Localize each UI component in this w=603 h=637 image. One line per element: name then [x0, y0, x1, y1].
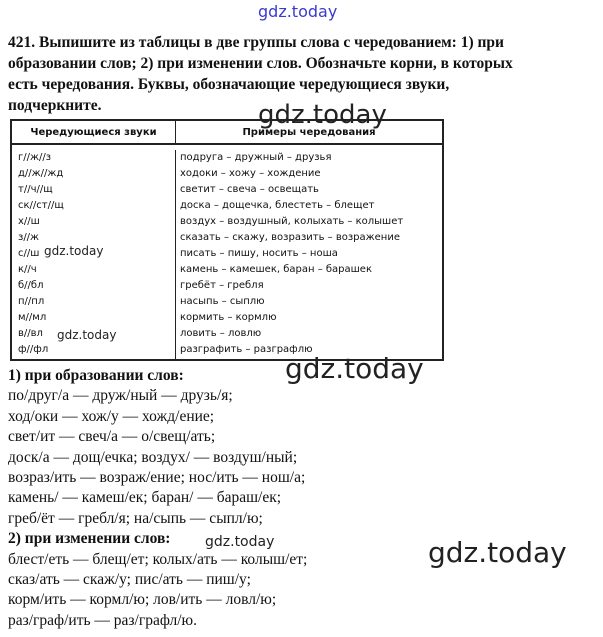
alternation-table: [10, 119, 444, 361]
answer-line: корм/ить — кормл/ю; лов/ить — ловл/ю;: [8, 591, 277, 609]
task-line: есть чередования. Буквы, обозначающие чередующиеся звуки,: [8, 76, 450, 93]
watermark: gdz.today: [44, 244, 104, 258]
answer-line: раз/граф/ить — раз/графл/ю.: [8, 611, 197, 629]
task-line: 421. Выпишите из таблицы в две группы слова с чередованием: 1) при: [8, 34, 504, 51]
watermark-top: gdz.today: [258, 2, 338, 21]
table-cell-example: писать – пишу, носить – ноша: [180, 248, 338, 259]
watermark: gdz.today: [57, 328, 117, 342]
table-cell-sound: т//ч//щ: [18, 184, 53, 195]
table-cell-sound: б//бл: [18, 280, 44, 291]
table-cell-example: гребёт – гребля: [180, 280, 264, 291]
answer-line: ход/оки — хож/у — хожд/ение;: [8, 407, 215, 425]
table-cell-example: подруга – дружный – друзья: [180, 152, 332, 163]
table-cell-sound: г//ж//з: [18, 152, 52, 163]
watermark: gdz.today: [205, 534, 275, 550]
table-cell-sound: с//ш: [18, 248, 40, 259]
table-cell-sound: п//пл: [18, 296, 45, 307]
table-cell-example: ловить – ловлю: [180, 328, 262, 339]
table-cell-example: ходоки – хожу – хождение: [180, 168, 321, 179]
watermark: gdz.today: [258, 100, 387, 130]
table-cell-example: кормить – кормлю: [180, 312, 277, 323]
task-line: образовании слов; 2) при изменении слов. Обозначьте корни, в которых: [8, 55, 513, 72]
table-header-sounds: Чередующиеся звуки: [12, 121, 176, 143]
task-line: подчеркните.: [8, 97, 102, 114]
table-cell-example: насыпь – сыплю: [180, 296, 265, 307]
table-cell-example: разграфить – разграфлю: [180, 344, 313, 355]
answer-line: блест/еть — блещ/ет; колых/ать — колыш/ет;: [8, 550, 308, 568]
table-cell-example: воздух – воздушный, колыхать – колышет: [180, 216, 404, 227]
examples-column: [176, 150, 442, 361]
table-cell-sound: ф//фл: [18, 344, 49, 355]
table-cell-example: доска – дощечка, блестеть – блещет: [180, 200, 375, 211]
table-cell-example: камень – камешек, баран – барашек: [180, 264, 372, 275]
answer-line: доск/а — дощ/ечка; воздух/ — воздуш/ный;: [8, 448, 298, 466]
table-cell-example: сказать – скажу, возразить – возражение: [180, 232, 400, 243]
watermark: gdz.today: [285, 352, 424, 385]
table-cell-sound: з//ж: [18, 232, 40, 243]
table-cell-sound: ск//ст//щ: [18, 200, 64, 211]
answer-line: камень/ — камеш/ек; баран/ — бараш/ек;: [8, 489, 282, 507]
answer-line: по/друг/а — друж/ный — друзь/я;: [8, 387, 233, 405]
table-cell-sound: м//мл: [18, 312, 47, 323]
answers-heading-formation: 1) при образовании слов:: [8, 367, 184, 384]
table-cell-sound: д//ж//жд: [18, 168, 64, 179]
table-cell-sound: к//ч: [18, 264, 37, 275]
table-cell-example: светит – свеча – освещать: [180, 184, 319, 195]
answer-line: сказ/ать — скаж/у; пис/ать — пиш/у;: [8, 571, 251, 589]
answer-line: возраз/ить — возраж/ение; нос/ить — нош/а;: [8, 469, 306, 487]
table-cell-sound: в//вл: [18, 328, 43, 339]
watermark: gdz.today: [428, 536, 567, 569]
answer-line: греб/ёт — гребл/я; на/сыпь — сыпл/ю;: [8, 509, 263, 527]
answers-heading-inflection: 2) при изменении слов:: [8, 530, 171, 548]
table-header-examples: Примеры чередования: [242, 126, 376, 138]
table-cell-sound: х//ш: [18, 216, 40, 227]
answer-line: свет/ит — свеч/а — о/свещ/ать;: [8, 428, 216, 446]
answers-section: [8, 366, 598, 631]
